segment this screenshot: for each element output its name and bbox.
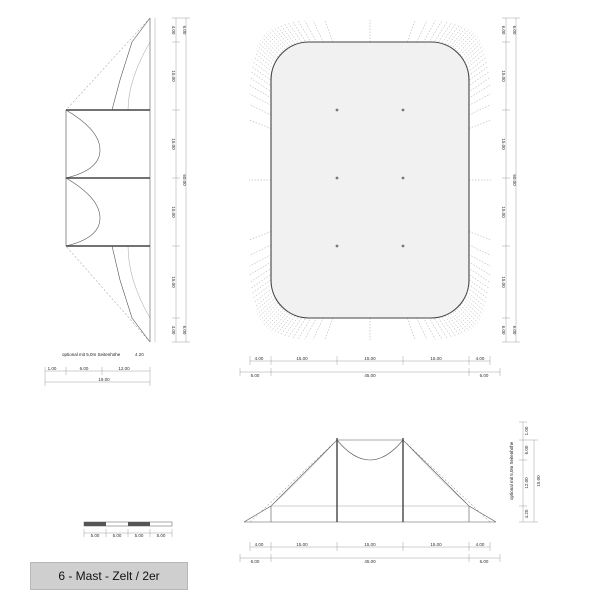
plan-right-dim-2: 15.00: [501, 70, 506, 82]
side-dim-outer-bottom: 6.00: [182, 325, 187, 335]
side-dim-1: 4.00: [171, 25, 176, 35]
guy-rope: [433, 22, 447, 44]
side-dim-6: 4.00: [171, 325, 176, 335]
section-bottom-dim-3: 15.00: [364, 542, 376, 547]
plan-right-total: 60.00: [512, 174, 517, 186]
guy-rope: [249, 120, 271, 128]
guy-rope: [271, 29, 289, 50]
guy-rope: [257, 46, 278, 64]
guy-rope: [269, 31, 288, 52]
section-bottom-outer-2: 6.00: [479, 559, 489, 564]
plan-bottom-dim-4: 15.00: [430, 356, 442, 361]
side-bottom-dim-3: 12.00: [118, 366, 130, 371]
guy-rope: [437, 316, 452, 338]
drawing-title-text: 6 - Mast - Zelt / 2er: [58, 569, 160, 583]
guy-rope: [293, 22, 307, 44]
plan-bottom-dim-2: 15.00: [296, 356, 308, 361]
guy-rope: [469, 105, 491, 115]
guy-rope: [249, 105, 271, 115]
guy-rope: [469, 245, 491, 255]
plan-right-dim-1: 6.00: [501, 25, 506, 35]
plan-bottom-outer-1: 6.00: [250, 373, 260, 378]
side-dim-4: 15.00: [171, 206, 176, 218]
scale-label-1: 5.00: [90, 533, 100, 538]
tent-roof: [271, 42, 469, 318]
guy-rope: [457, 305, 476, 325]
guy-rope: [325, 20, 333, 42]
section-dim-2: 6.00: [524, 445, 529, 455]
plan-bottom-dim-5: 4.00: [475, 356, 485, 361]
guy-rope: [250, 94, 272, 106]
side-total-dim: 19.00: [98, 377, 110, 382]
guy-rope: [293, 316, 307, 338]
side-note: optional mit 5,0m Seitenhöhe: [62, 352, 121, 357]
guy-rope: [407, 318, 415, 340]
guy-rope: [429, 317, 442, 339]
guy-rope: [429, 21, 442, 43]
guy-rope: [249, 245, 271, 255]
guy-rope: [462, 46, 483, 64]
section-bottom-total: 45.00: [364, 559, 376, 564]
section-dim-4: 4.20: [524, 509, 529, 519]
side-dim-total: 60.00: [182, 174, 187, 186]
guy-rope: [264, 35, 283, 55]
side-bottom-dim-1: 1.00: [47, 366, 57, 371]
guy-rope: [250, 78, 272, 92]
guy-rope: [458, 38, 478, 58]
section-dim-3: 12.00: [524, 477, 529, 489]
guy-rope: [467, 273, 489, 288]
guy-rope: [298, 317, 311, 339]
guy-rope: [423, 21, 435, 43]
guy-rope: [260, 301, 280, 320]
section-bottom-outer-1: 6.00: [250, 559, 260, 564]
plan-bottom-dim-3: 15.00: [364, 356, 376, 361]
guy-rope: [280, 314, 296, 335]
guy-rope: [451, 310, 469, 331]
guy-rope: [305, 317, 317, 339]
guy-rope: [462, 296, 483, 314]
drawing-title: [30, 562, 188, 590]
guy-rope: [469, 254, 491, 266]
guy-rope: [463, 49, 484, 67]
guy-rope: [467, 72, 489, 87]
guy-rope: [251, 273, 273, 288]
plan-bottom-outer-2: 6.00: [479, 373, 489, 378]
scale-label-4: 5.00: [156, 533, 166, 538]
guy-rope: [446, 313, 463, 334]
guy-rope: [443, 314, 459, 335]
side-elevation: [45, 18, 190, 386]
guy-rope: [433, 316, 447, 338]
guy-rope: [468, 78, 490, 92]
guy-rope: [407, 20, 415, 42]
guy-rope: [264, 305, 283, 325]
section-bottom-dim-4: 15.00: [430, 542, 442, 547]
scale-bar: [84, 522, 172, 538]
plan-right-dim-4: 15.00: [501, 206, 506, 218]
guy-rope: [284, 24, 300, 45]
guy-rope: [277, 313, 294, 334]
guy-rope: [325, 318, 333, 340]
guy-rope: [250, 262, 272, 275]
guy-rope: [274, 312, 291, 333]
guy-rope: [250, 85, 272, 98]
guy-rope: [250, 254, 272, 266]
plan-right-dim-5: 15.00: [501, 276, 506, 288]
guy-rope: [468, 268, 490, 282]
guy-rope: [440, 315, 456, 337]
guy-rope: [274, 28, 291, 49]
guy-rope: [250, 268, 272, 282]
guy-rope: [284, 315, 300, 337]
guy-rope: [260, 40, 280, 59]
guy-rope: [468, 262, 490, 275]
guy-rope: [249, 232, 271, 240]
section-dim-1: 1.00: [524, 426, 529, 436]
guy-rope: [449, 28, 466, 49]
scale-label-3: 5.00: [134, 533, 144, 538]
side-dim-3: 15.00: [171, 138, 176, 150]
guy-rope: [423, 317, 435, 339]
guy-rope: [288, 316, 303, 338]
guy-rope: [458, 303, 478, 323]
guy-rope: [468, 85, 490, 98]
guy-rope: [460, 40, 480, 59]
guy-rope: [440, 24, 456, 45]
guy-rope: [437, 23, 452, 45]
guy-rope: [269, 309, 288, 330]
guy-rope: [443, 25, 459, 46]
section-bottom-dim-2: 15.00: [296, 542, 308, 547]
section-note: optional mit 5,0m Seitenhöhe: [509, 441, 514, 500]
side-top-dim: 4.20: [135, 352, 144, 357]
guy-rope: [463, 293, 484, 311]
guy-rope: [469, 120, 491, 128]
side-bottom-dim-2: 6.00: [79, 366, 89, 371]
guy-rope: [455, 33, 474, 53]
side-dim-2: 15.00: [171, 70, 176, 82]
scale-label-2: 5.00: [112, 533, 122, 538]
guy-rope: [256, 293, 277, 311]
guy-rope: [266, 307, 285, 327]
plan-right-dim-outer-bottom: 6.00: [512, 325, 517, 335]
guy-rope: [469, 94, 491, 106]
guy-rope: [446, 26, 463, 47]
guy-rope: [262, 38, 282, 58]
section-bottom-dim-5: 4.00: [475, 542, 485, 547]
guy-rope: [257, 296, 278, 314]
guy-rope: [453, 31, 472, 52]
guy-rope: [469, 232, 491, 240]
guy-rope: [449, 312, 466, 333]
guy-rope: [305, 21, 317, 43]
side-dim-5: 15.00: [171, 276, 176, 288]
guy-rope: [251, 72, 273, 87]
guy-rope: [455, 307, 474, 327]
side-dim-outer-top: 6.00: [182, 25, 187, 35]
guy-rope: [280, 25, 296, 46]
guy-rope: [271, 310, 289, 331]
guy-rope: [460, 301, 480, 320]
guy-rope: [453, 309, 472, 330]
plan-right-dim-3: 15.00: [501, 138, 506, 150]
guy-rope: [451, 29, 469, 50]
guy-rope: [288, 23, 303, 45]
plan-bottom-dim-1: 4.00: [254, 356, 264, 361]
section-bottom-dim-1: 4.00: [254, 542, 264, 547]
plan-right-dim-6: 6.00: [501, 325, 506, 335]
guy-rope: [277, 26, 294, 47]
guy-rope: [298, 21, 311, 43]
section-view: [240, 422, 541, 564]
plan-bottom-total: 45.00: [364, 373, 376, 378]
section-dim-outer: 15.00: [536, 475, 541, 487]
plan-view: [240, 18, 520, 378]
guy-rope: [262, 303, 282, 323]
guy-rope: [266, 33, 285, 53]
guy-rope: [457, 35, 476, 55]
plan-right-dim-outer-top: 6.00: [512, 25, 517, 35]
guy-rope: [256, 49, 277, 67]
